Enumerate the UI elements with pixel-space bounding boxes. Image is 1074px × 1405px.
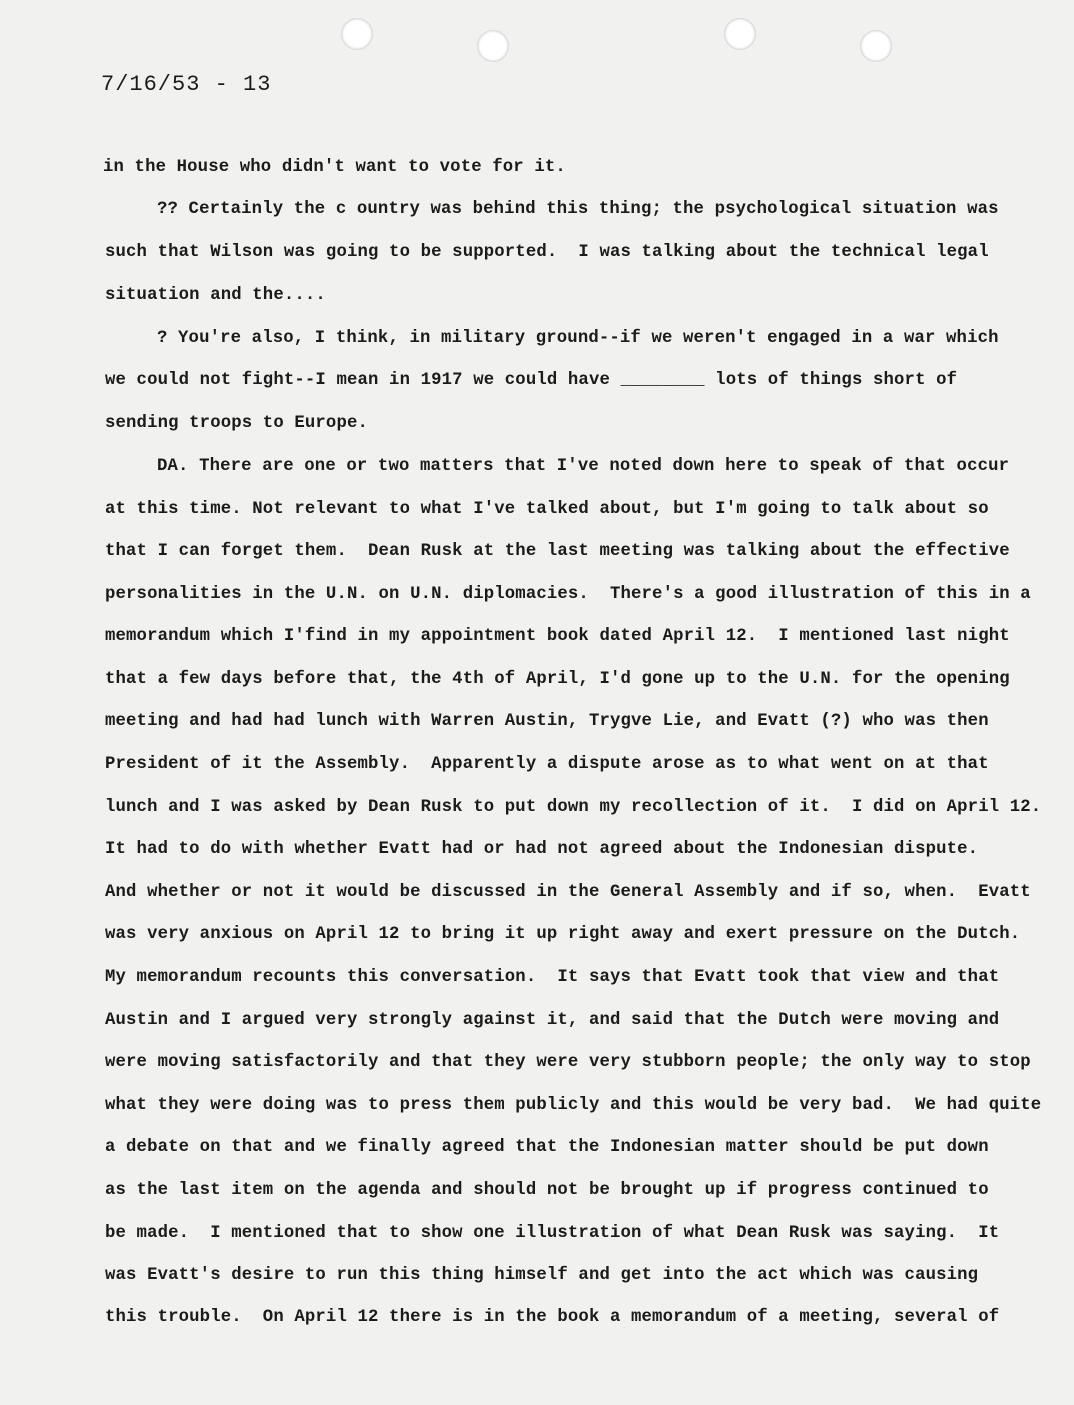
text-line: memorandum which I'find in my appointment book dated April 12. I mentioned last night	[105, 627, 1010, 646]
punch-hole	[477, 30, 509, 62]
text-line: DA. There are one or two matters that I've noted down here to speak of that occur	[157, 457, 1010, 476]
text-line: My memorandum recounts this conversation. It says that Evatt took that view and that	[105, 968, 1000, 987]
text-line: situation and the....	[105, 286, 326, 305]
text-line: a debate on that and we finally agreed that the Indonesian matter should be put down	[105, 1138, 989, 1157]
text-line: in the House who didn't want to vote for it.	[103, 158, 566, 177]
text-line: It had to do with whether Evatt had or had not agreed about the Indonesian dispute.	[105, 840, 979, 859]
punch-hole	[860, 30, 892, 62]
text-line: this trouble. On April 12 there is in the book a memorandum of a meeting, several of	[105, 1308, 1000, 1327]
text-line: what they were doing was to press them publicly and this would be very bad. We had quite	[105, 1096, 1042, 1115]
page-header: 7/16/53 - 13	[101, 72, 272, 97]
punch-hole	[724, 18, 756, 50]
text-line: was Evatt's desire to run this thing himself and get into the act which was causing	[105, 1266, 979, 1285]
text-line: sending troops to Europe.	[105, 414, 369, 433]
punch-hole	[341, 18, 373, 50]
text-line: that I can forget them. Dean Rusk at the last meeting was talking about the effective	[105, 542, 1010, 561]
text-line: President of it the Assembly. Apparently a dispute arose as to what went on at that	[105, 755, 989, 774]
text-line: as the last item on the agenda and should not be brought up if progress continued to	[105, 1181, 989, 1200]
text-line: lunch and I was asked by Dean Rusk to put down my recollection of it. I did on April 12.	[105, 798, 1042, 817]
text-line: such that Wilson was going to be supported. I was talking about the technical legal	[105, 243, 989, 262]
text-line: at this time. Not relevant to what I've talked about, but I'm going to talk about so	[105, 500, 989, 519]
text-line: were moving satisfactorily and that they were very stubborn people; the only way to stop	[105, 1053, 1031, 1072]
text-line: was very anxious on April 12 to bring it up right away and exert pressure on the Dutch.	[105, 925, 1021, 944]
text-line: be made. I mentioned that to show one illustration of what Dean Rusk was saying. It	[105, 1224, 1000, 1243]
text-line: we could not fight--I mean in 1917 we could have ________ lots of things short of	[105, 371, 958, 390]
text-line: Austin and I argued very strongly against it, and said that the Dutch were moving and	[105, 1011, 1000, 1030]
text-line: ?? Certainly the c ountry was behind this thing; the psychological situation was	[157, 200, 999, 219]
text-line: meeting and had had lunch with Warren Austin, Trygve Lie, and Evatt (?) who was then	[105, 712, 989, 731]
text-line: And whether or not it would be discussed in the General Assembly and if so, when. Evatt	[105, 883, 1031, 902]
text-line: ? You're also, I think, in military ground--if we weren't engaged in a war which	[157, 329, 999, 348]
text-line: that a few days before that, the 4th of April, I'd gone up to the U.N. for the opening	[105, 670, 1010, 689]
text-line: personalities in the U.N. on U.N. diplomacies. There's a good illustration of this in a	[105, 585, 1031, 604]
